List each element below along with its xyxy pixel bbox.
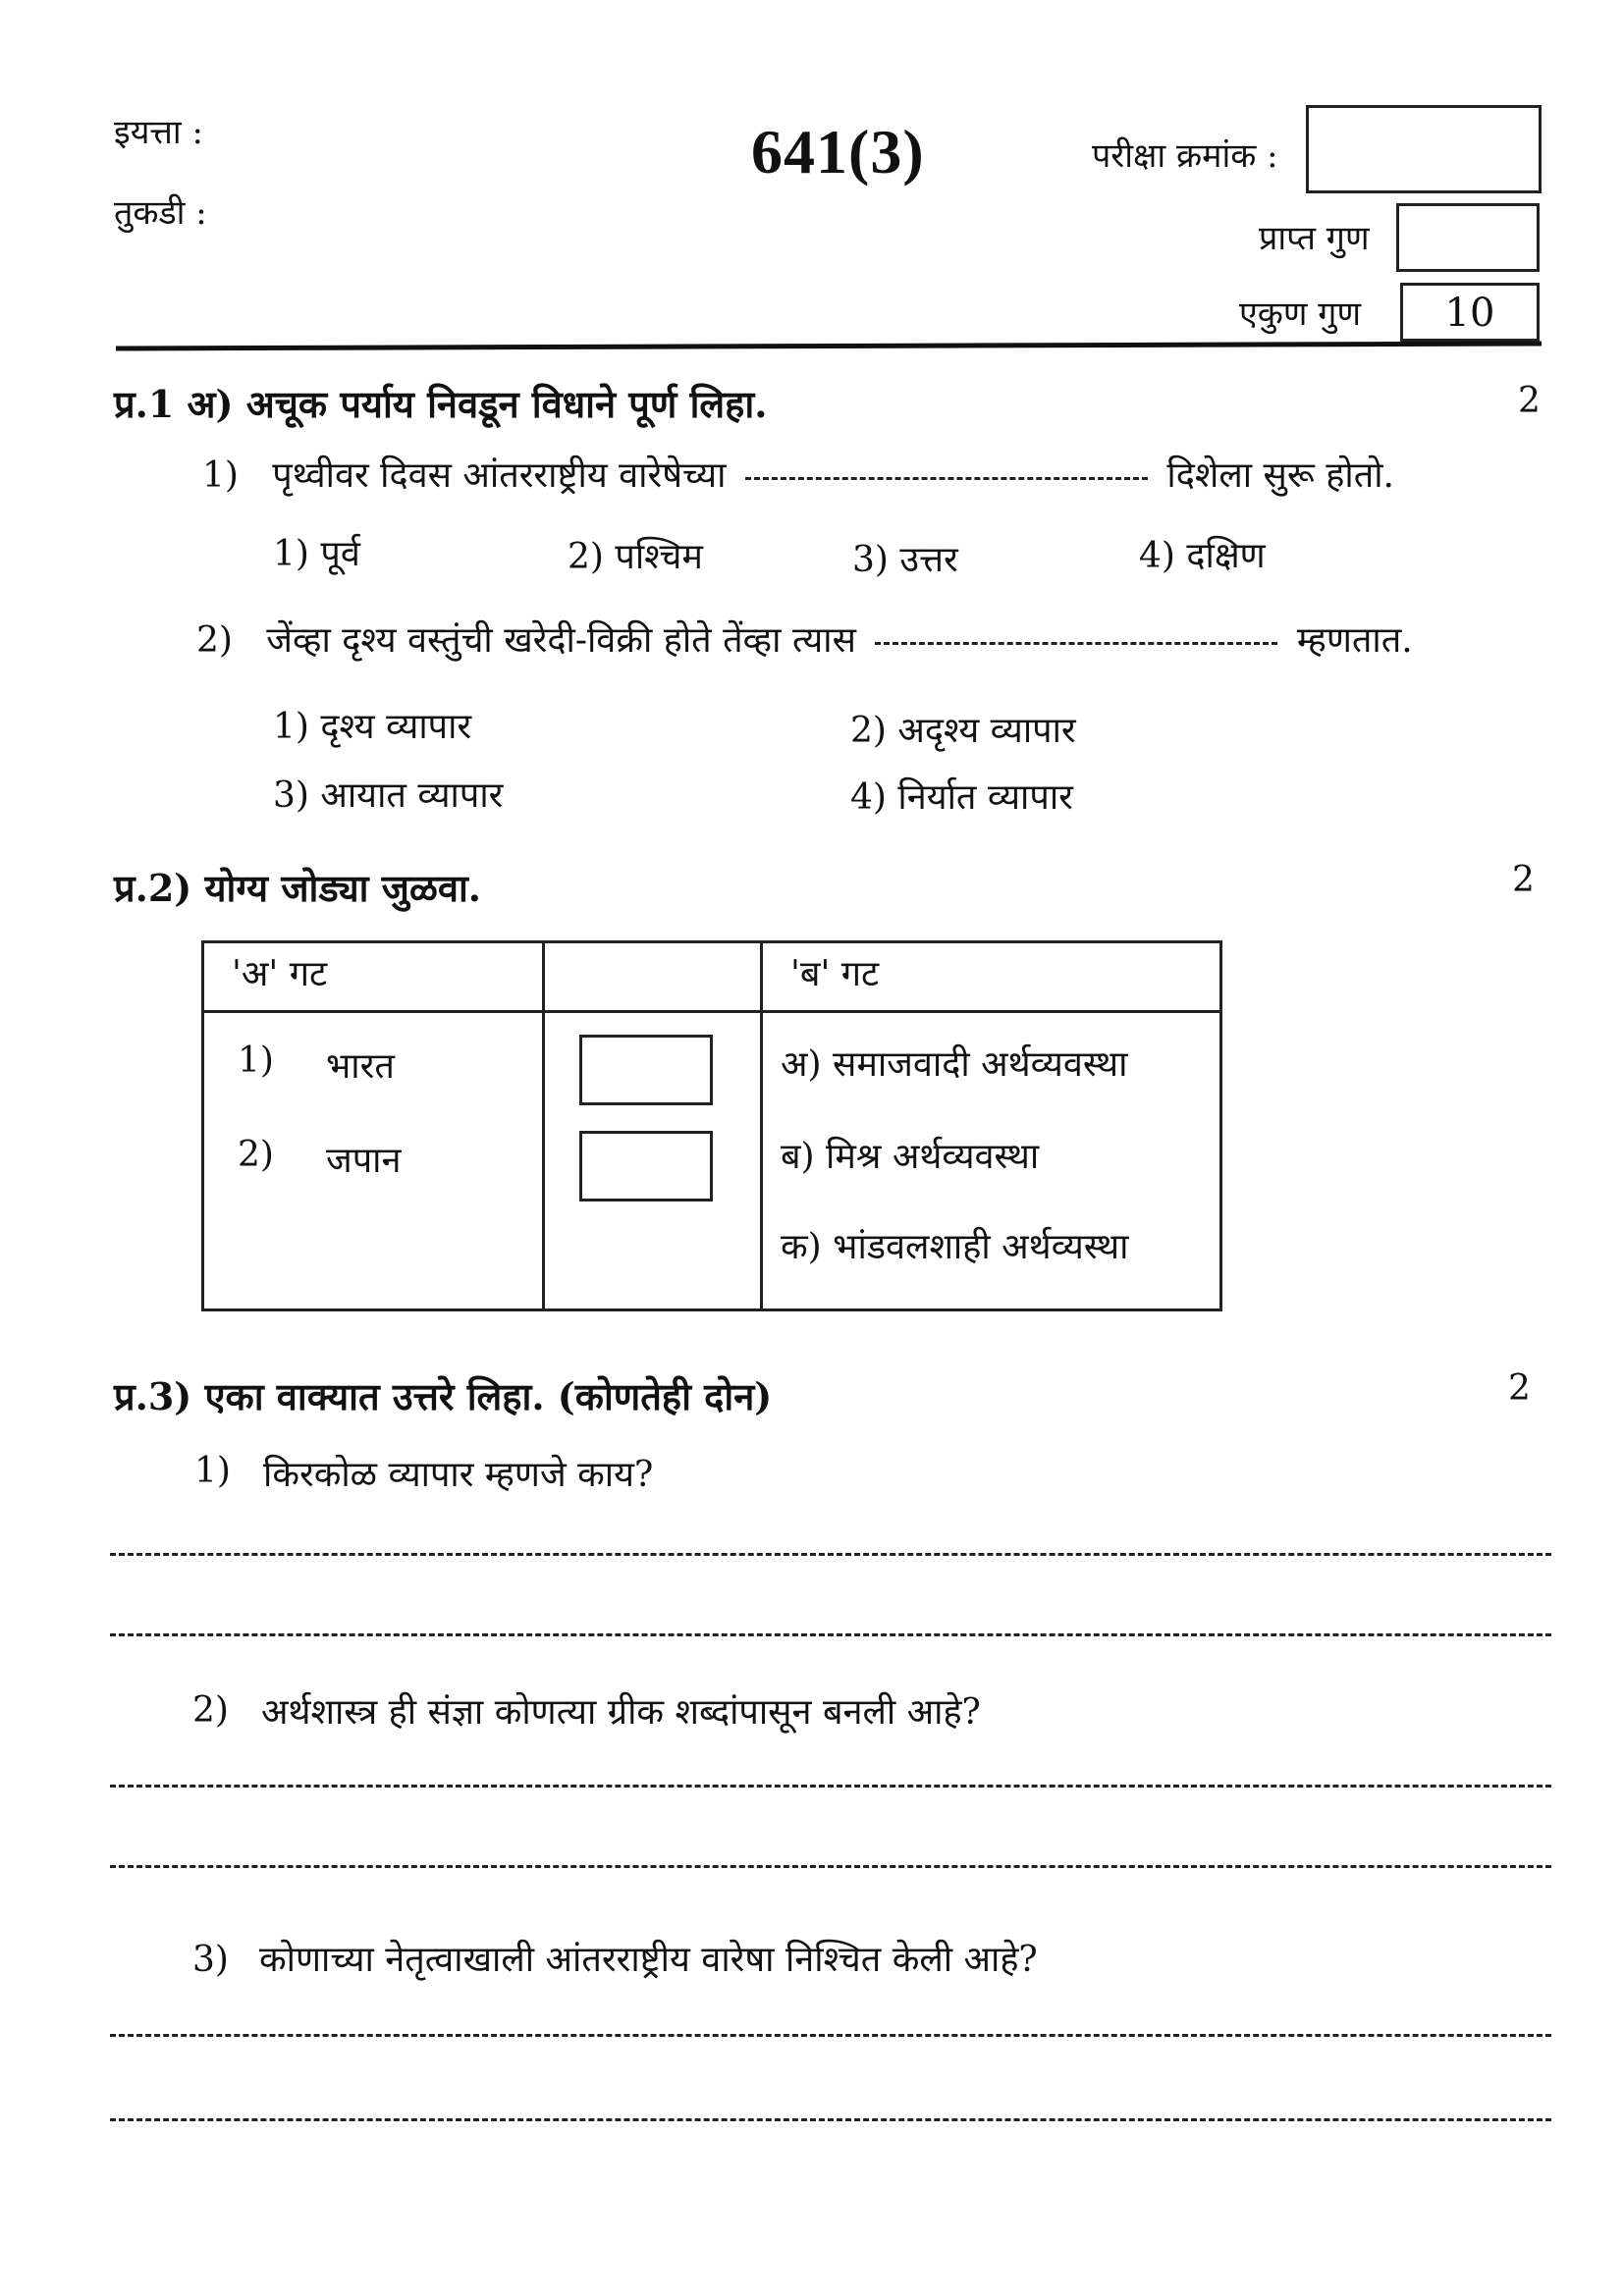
q1-item-1-text-before: पृथ्वीवर दिवस आंतरराष्ट्रीय वारेषेच्या: [272, 455, 727, 496]
header-divider: [116, 341, 1542, 350]
q1-heading: प्र.1 अ) अचूक पर्याय निवडून विधाने पूर्ण लिहा.: [114, 382, 768, 426]
col-a-item-2-num: 2): [238, 1135, 274, 1175]
q1-item-1-option-1: 1) पूर्व: [273, 534, 360, 574]
q3-question-1-num: 1): [194, 1451, 231, 1491]
q3-answer-line-3b[interactable]: [110, 2118, 1551, 2121]
answer-box-2[interactable]: [579, 1131, 713, 1201]
q3-question-3-text: कोणाच्या नेतृत्वाखाली आंतरराष्ट्रीय वारेषा निश्चित केली आहे?: [259, 1940, 1038, 1980]
q2-heading: प्र.2) योग्य जोड्या जुळवा.: [114, 866, 482, 910]
q1-item-2-option-4: 4) निर्यात व्यापार: [850, 777, 1073, 818]
exam-number-box[interactable]: [1306, 105, 1542, 193]
q3-question-2-text: अर्थशास्त्र ही संज्ञा कोणत्या ग्रीक शब्दांपासून बनली आहे?: [261, 1692, 981, 1733]
col-blank-header: [544, 942, 762, 1012]
paper-code: 641(3): [751, 117, 925, 187]
col-b-item-1: अ) समाजवादी अर्थव्यवस्था: [781, 1044, 1128, 1085]
q3-question-3-num: 3): [192, 1940, 229, 1980]
q1-item-1-text-after: दिशेला सुरू होतो.: [1166, 455, 1394, 496]
q1-item-2-option-2: 2) अदृश्य व्यापार: [850, 711, 1076, 751]
q1-item-2: [196, 614, 1413, 663]
q1-item-1-num: 1): [202, 455, 239, 496]
q1-item-1-option-2: 2) पश्चिम: [568, 537, 703, 577]
col-a-item-1-text: भारत: [326, 1046, 395, 1087]
q3-answer-line-2a[interactable]: [110, 1785, 1551, 1788]
q1-item-2-option-3: 3) आयात व्यापार: [273, 775, 504, 816]
q3-marks: 2: [1508, 1368, 1531, 1409]
col-a-item-1-num: 1): [238, 1041, 274, 1081]
col-a-header: 'अ' गट: [203, 942, 544, 1012]
total-marks-label: एकुण गुण: [1239, 294, 1362, 334]
col-b-item-3: क) भांडवलशाही अर्थव्यस्था: [781, 1227, 1129, 1267]
col-b-item-2: ब) मिश्र अर्थव्यवस्था: [781, 1137, 1040, 1177]
col-b-header: 'ब' गट: [762, 942, 1221, 1012]
q1-item-1-option-3: 3) उत्तर: [852, 540, 958, 580]
q1-marks: 2: [1518, 381, 1541, 421]
q1-item-2-blank: [875, 642, 1277, 645]
q1-item-2-text-before: जेंव्हा दृश्य वस्तुंची खरेदी-विक्री होते तेंव्हा त्यास: [266, 620, 856, 661]
q3-answer-line-1a[interactable]: [110, 1553, 1551, 1556]
total-marks-box: [1400, 283, 1540, 342]
q2-marks: 2: [1512, 860, 1535, 900]
exam-number-label: परीक्षा क्रमांक :: [1092, 136, 1278, 176]
q3-question-2-num: 2): [192, 1690, 229, 1731]
q1-item-1-option-4: 4) दक्षिण: [1139, 536, 1266, 576]
q1-item-2-option-1: 1) दृश्य व्यापार: [273, 707, 472, 747]
q3-answer-line-3a[interactable]: [110, 2034, 1551, 2037]
q1-item-1-blank: [745, 477, 1148, 480]
col-a-item-2-text: जपान: [326, 1141, 402, 1181]
total-marks-value: 10: [1444, 291, 1495, 336]
q1-item-2-text-after: म्हणतात.: [1296, 620, 1413, 661]
iyatta-label: इयत्ता :: [114, 113, 203, 152]
q3-answer-line-1b[interactable]: [110, 1633, 1551, 1636]
q3-heading: प्र.3) एका वाक्यात उत्तरे लिहा. (कोणतेही दोन): [114, 1374, 773, 1418]
obtained-marks-box[interactable]: [1396, 203, 1540, 272]
q3-question-1-text: किरकोळ व्यापार म्हणजे काय?: [263, 1455, 654, 1495]
q1-item-1: [202, 450, 1394, 498]
q1-item-2-num: 2): [196, 620, 233, 661]
tukadi-label: तुकडी :: [114, 193, 207, 233]
answer-box-1[interactable]: [579, 1035, 713, 1105]
q3-answer-line-2b[interactable]: [110, 1865, 1551, 1868]
obtained-marks-label: प्राप्त गुण: [1259, 219, 1370, 258]
